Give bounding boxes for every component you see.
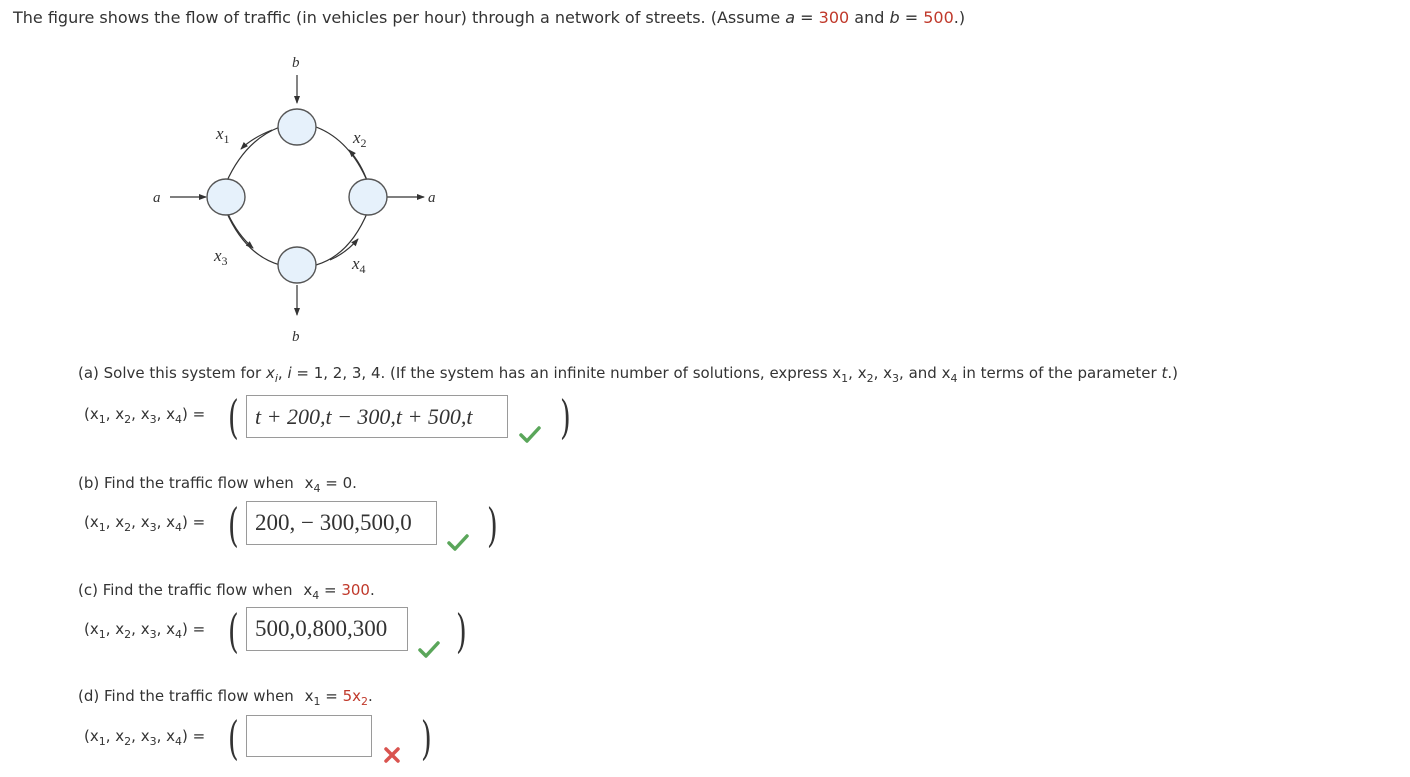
arc-x3	[226, 211, 280, 265]
part-a-question: (a) Solve this system for $x_i$, i = 1, 2, 3, 4. (If the system has an infinite number of solutions, express $x_1$, $x_2$, $x_3$, and $x_4$ in terms of the parameter t.)	[78, 364, 1178, 385]
var-b: b	[889, 8, 900, 27]
part-b-answer-field[interactable]: 200, − 300,500,0	[246, 501, 437, 545]
node-left	[207, 179, 245, 215]
intro-text	[13, 8, 965, 28]
label-b-top: b	[292, 55, 300, 71]
part-c-question: (c) Find the traffic flow when $x_4 = 300$.	[78, 581, 375, 602]
part-c-open-paren: (	[228, 604, 239, 658]
part-b-close-paren: )	[487, 498, 498, 552]
part-c-answer-label: ($x_1$, $x_2$, $x_3$, $x_4$) =	[84, 620, 206, 641]
arc-x1	[226, 127, 280, 183]
part-b-question: (b) Find the traffic flow when $x_4 = 0$.	[78, 474, 357, 495]
label-x1: $x_1$	[216, 124, 230, 146]
b-value: 500	[923, 8, 954, 27]
intro-prefix: The figure shows the flow of traffic (in vehicles per hour) through a network of streets. (Assume	[13, 8, 786, 27]
node-top	[278, 109, 316, 145]
part-d-answer-field[interactable]	[246, 715, 372, 757]
part-c-answer-field[interactable]: 500,0,800,300	[246, 607, 408, 651]
part-c-close-paren: )	[456, 604, 467, 658]
label-a-right: a	[428, 190, 436, 206]
label-x2: $x_2$	[353, 128, 367, 150]
part-a-open-paren: (	[228, 390, 239, 444]
part-d-close-paren: )	[421, 711, 432, 765]
arc-x3-arrow	[228, 214, 253, 248]
part-a-answer-field[interactable]: t + 200,t − 300,t + 500,t	[246, 395, 508, 438]
and-text: and	[849, 8, 890, 27]
label-b-bottom: b	[292, 329, 300, 345]
intro-suffix: .)	[953, 8, 966, 27]
part-d-question: (d) Find the traffic flow when $x_1 = 5x_2$.	[78, 687, 373, 708]
check-icon	[519, 425, 541, 443]
part-a-answer-label: ($x_1$, $x_2$, $x_3$, $x_4$) =	[84, 405, 206, 426]
eq-sign: =	[795, 8, 819, 27]
part-a-close-paren: )	[560, 390, 571, 444]
cross-icon	[383, 746, 401, 764]
part-b-answer-label: ($x_1$, $x_2$, $x_3$, $x_4$) =	[84, 513, 206, 534]
node-right	[349, 179, 387, 215]
var-a: a	[785, 8, 796, 27]
label-x4: $x_4$	[352, 254, 366, 276]
check-icon	[418, 640, 440, 658]
traffic-network-diagram	[140, 45, 460, 345]
check-icon	[447, 533, 469, 551]
arc-x4	[316, 211, 368, 265]
part-d-answer-label: ($x_1$, $x_2$, $x_3$, $x_4$) =	[84, 727, 206, 748]
a-value: 300	[818, 8, 850, 27]
label-a-left: a	[153, 190, 161, 206]
part-b-open-paren: (	[228, 498, 239, 552]
part-d-open-paren: (	[228, 711, 239, 765]
node-bottom	[278, 247, 316, 283]
eq-sign: =	[899, 8, 924, 27]
label-x3: $x_3$	[214, 246, 228, 268]
